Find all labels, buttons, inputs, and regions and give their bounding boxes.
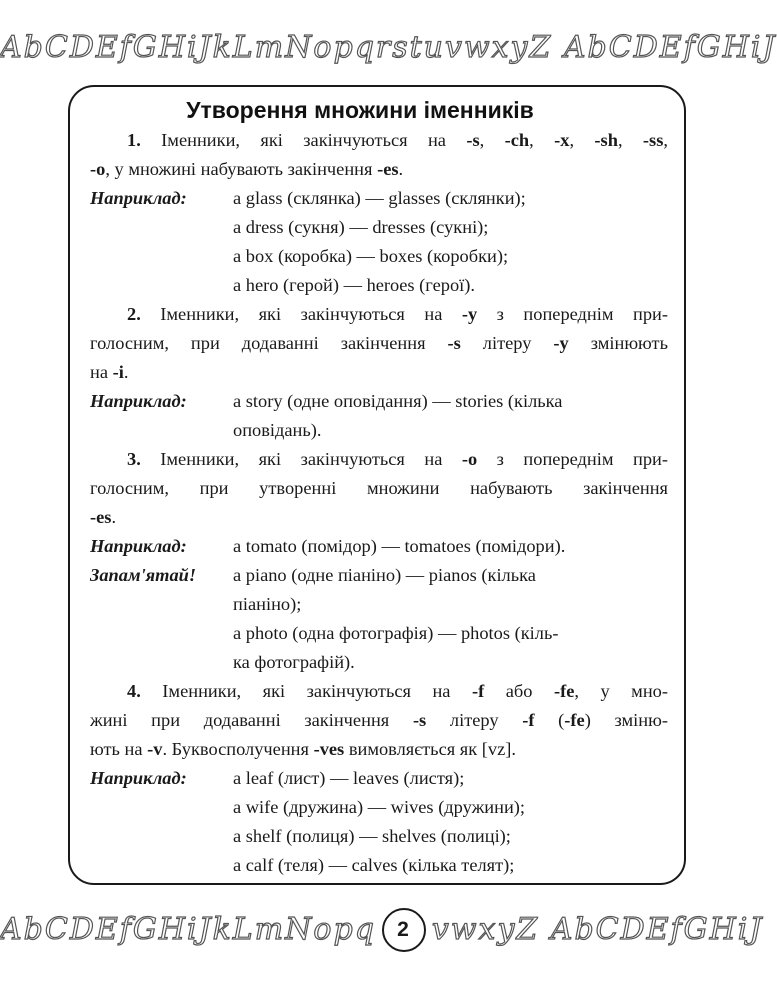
example-text: оповідань). (233, 420, 322, 440)
example-text: a piano (одне піаніно) — pianos (кілька (233, 565, 536, 585)
page-number: 2 (382, 908, 426, 952)
example-text: a photo (одна фотографія) — photos (кіль- (233, 623, 559, 643)
rule-title: Утворення множини іменників (186, 97, 534, 123)
example-text: a story (одне оповідання) — stories (кілька (233, 391, 563, 411)
rule-3-line-2: голосним, при утворенні множини набувають закінчення (90, 478, 668, 498)
remember-row (90, 561, 668, 590)
example-row (90, 532, 668, 561)
example-text: a wife (дружина) — wives (дружини); (233, 797, 526, 817)
rule-3-line-1: 3. Іменники, які закінчуються на -o з попереднім при- (127, 449, 668, 469)
rule-2-line-2: голосним, при додаванні закінчення -s літеру -y змінюють (90, 333, 668, 353)
rule-4-line-1: 4. Іменники, які закінчуються на -f або -fe, у мно- (127, 681, 668, 701)
rule-4-line-2: жині при додаванні закінчення -s літеру -f (-fe) зміню- (90, 710, 668, 730)
example-text: a shelf (полиця) — shelves (полиці); (233, 826, 511, 846)
example-label: Наприклад: (90, 391, 187, 411)
rule-content (90, 126, 668, 880)
rule-2-line-1: 2. Іменники, які закінчуються на -y з попереднім при- (127, 304, 668, 324)
example-label: Наприклад: (90, 768, 187, 788)
example-label: Наприклад: (90, 188, 187, 208)
example-text: ка фотографій). (233, 652, 355, 672)
decorative-alphabet-top: AbCDEfGHiJkLmNopqrstuvwxyZ AbCDEfGHiJ (0, 30, 777, 65)
example-text: a box (коробка) — boxes (коробки); (233, 246, 509, 266)
example-label: Наприклад: (90, 536, 187, 556)
alphabet-bottom-left: AbCDEfGHiJkLmNopq (0, 912, 376, 947)
example-text: a tomato (помідор) — tomatoes (помідори). (233, 536, 566, 556)
decorative-alphabet-bottom (0, 908, 764, 948)
example-row (90, 764, 668, 793)
example-text: a glass (склянка) — glasses (склянки); (233, 188, 526, 208)
example-row (90, 387, 668, 416)
rule-2-line-3: на -i. (90, 362, 129, 382)
example-text: a calf (теля) — calves (кілька телят); (233, 855, 515, 875)
remember-label: Запам'ятай! (90, 565, 197, 585)
example-text: піаніно); (233, 594, 302, 614)
example-text: a hero (герой) — heroes (герої). (233, 275, 475, 295)
rule-1-line-1: 1. Іменники, які закінчуються на -s, -ch, -x, -sh, -ss, (127, 130, 668, 150)
rule-1-line-2: -o, у множині набувають закінчення -es. (90, 159, 404, 179)
example-row (90, 184, 668, 213)
rule-3-line-3: -es. (90, 507, 117, 527)
example-text: a leaf (лист) — leaves (листя); (233, 768, 465, 788)
example-text: a dress (сукня) — dresses (сукні); (233, 217, 489, 237)
alphabet-bottom-right: vwxyZ AbCDEfGHiJ (431, 912, 764, 947)
rule-4-line-3: ють на -v. Буквосполучення -ves вимовляється як [vz]. (90, 739, 516, 759)
